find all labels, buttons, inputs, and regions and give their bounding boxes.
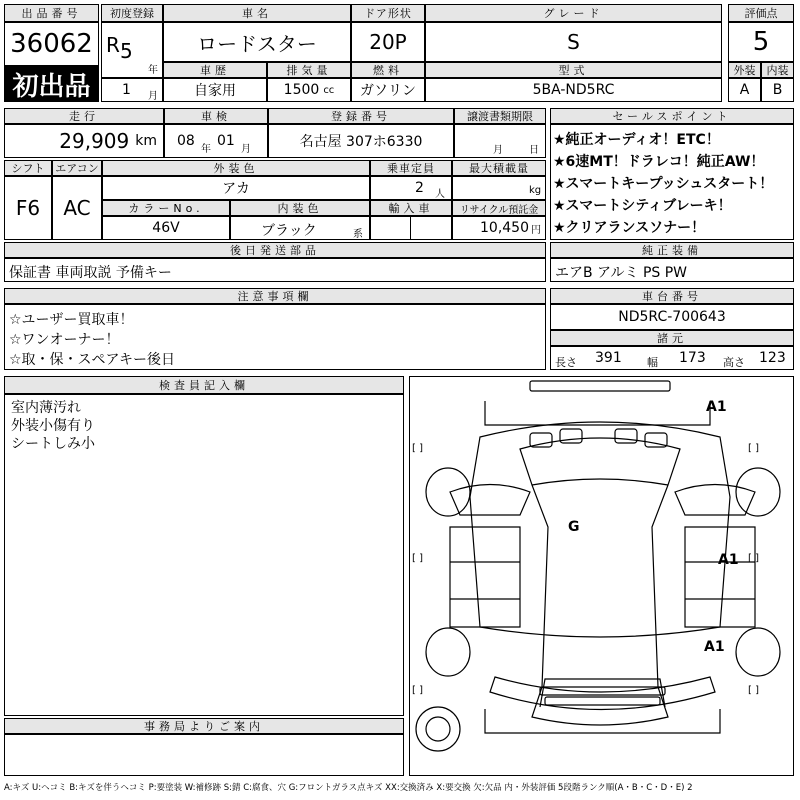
registration: 名古屋 307ホ6330 [268,124,454,158]
sales-points-label: セールスポイント [550,108,794,124]
bracket-left-bottom: [ ] [412,685,423,696]
office-notes [4,734,404,776]
inspection-year: 08 [177,133,195,149]
mileage: 29,909 km [4,124,164,158]
transfer-label: 譲渡書類期限 [454,108,546,124]
bracket-left-mid: [ ] [412,553,423,564]
year-value: 5 [120,39,133,63]
note-item: ☆ユーザー買取車！ [9,312,134,328]
notes [4,304,546,370]
score: 5 [728,22,794,62]
inspection-label: 車検 [164,108,268,124]
first-listing-badge: 初出品 [4,66,99,102]
height-label: 高さ [723,356,745,369]
interior-color: ブラック 系 [230,216,370,240]
load: kg [452,176,546,200]
inspector-notes [4,394,404,716]
era: R [106,33,120,57]
displacement: 1500 cc [267,78,351,102]
lot-number-label: 出品番号 [4,4,99,22]
sales-point: ★スマートシティブレーキ！ [553,198,732,214]
inspector-item: シートしみ小 [11,436,95,452]
height: 123 [759,350,786,366]
chassis-number: ND5RC-700643 [550,304,794,330]
inspection-month: 01 [217,133,235,149]
inspection-date [164,124,268,158]
shift: F6 [4,176,52,240]
notes-label: 注意事項欄 [4,288,546,304]
import-divider [410,216,411,240]
transfer-day-unit: 日 [529,145,539,156]
width: 173 [679,350,706,366]
color-no-label: カラーNo. [102,200,230,216]
sales-point: ★クリアランスソナー！ [553,220,706,236]
door-label: ドア形状 [351,4,425,22]
damage-mark-a1-front: A1 [706,399,727,415]
fuel-label: 燃料 [351,62,425,78]
exterior-label: 外装 [728,62,761,78]
lot-number: 36062 [4,22,99,66]
car-diagram-drawing [410,377,794,776]
import-label: 輸入車 [370,200,452,216]
color-label: 外装色 [102,160,370,176]
legend: A:キズ U:ヘコミ B:キズを伴うヘコミ P:要塗装 W:補修跡 S:錆 C:腐食、穴 G:フロントガラス点キズ XX:交換済み X:要交換 欠:欠品 内・外装評価 5段階ランク順(A・B・C・D・E) 2 [4,783,693,793]
grade-label: グレード [425,4,722,22]
deferred-label: 後日発送部品 [4,242,546,258]
car-name: ロードスター [163,22,351,62]
bracket-right-top: [ ] [748,443,759,454]
import [370,216,452,240]
transfer-deadline [454,124,546,158]
fuel: ガソリン [351,78,425,102]
mileage-label: 走行 [4,108,164,124]
inspection-year-unit: 年 [201,144,211,155]
history-label: 車歴 [163,62,267,78]
year-unit: 年 [148,65,158,76]
month-unit: 月 [148,91,158,102]
color: アカ [102,176,370,200]
damage-mark-a1-right: A1 [718,552,739,568]
recycle-label: リサイクル預託金 [452,200,546,216]
inspector-item: 外装小傷有り [11,418,95,434]
month-value: 1 [122,82,131,98]
bracket-right-mid: [ ] [748,553,759,564]
sales-point: ★スマートキープッシュスタート！ [553,176,774,192]
car-diagram [409,376,794,776]
interior-label: 内装 [761,62,794,78]
score-label: 評価点 [728,4,794,22]
history: 自家用 [163,78,267,102]
sales-point: ★純正オーディオ！ETC！ [553,132,720,148]
recycle: 10,450 円 [452,216,546,240]
model: 5BA-ND5RC [425,78,722,102]
length-label: 長さ [555,356,577,369]
damage-mark-g-windshield: G [568,519,580,535]
inspector-label: 検査員記入欄 [4,376,404,394]
displacement-label: 排気量 [267,62,351,78]
first-reg-year-cell [101,22,163,78]
color-no: 46V [102,216,230,240]
length: 391 [595,350,622,366]
note-item: ☆取・保・スペアキー後日 [9,352,175,368]
grade: S [425,22,722,62]
capacity-label: 乗車定員 [370,160,452,176]
interior-score: B [761,78,794,102]
first-reg-month-cell [101,78,163,102]
bracket-right-bottom: [ ] [748,685,759,696]
inspector-item: 室内薄汚れ [11,400,81,416]
chassis-label: 車台番号 [550,288,794,304]
shift-label: シフト [4,160,52,176]
damage-mark-a1-rear: A1 [704,639,725,655]
sales-points [550,124,794,240]
registration-label: 登録番号 [268,108,454,124]
dims [550,346,794,370]
dims-label: 諸元 [550,330,794,346]
first-reg-label: 初度登録 [101,4,163,22]
equipment: エアB アルミ PS PW [550,258,794,282]
load-label: 最大積載量 [452,160,546,176]
note-item: ☆ワンオーナー！ [9,332,120,348]
width-label: 幅 [647,356,658,369]
door: 20P [351,22,425,62]
car-name-label: 車名 [163,4,351,22]
transfer-month-unit: 月 [493,145,503,156]
model-label: 型式 [425,62,722,78]
office-label: 事務局よりご案内 [4,718,404,734]
deferred: 保証書 車両取説 予備キー [4,258,546,282]
sales-point: ★6速MT！ドラレコ！純正AW！ [553,154,765,170]
exterior-score: A [728,78,761,102]
bracket-left-top: [ ] [412,443,423,454]
inspection-month-unit: 月 [241,144,251,155]
ac: AC [52,176,102,240]
equipment-label: 純正装備 [550,242,794,258]
ac-label: エアコン [52,160,102,176]
interior-color-label: 内装色 [230,200,370,216]
capacity: 2 人 [370,176,452,200]
